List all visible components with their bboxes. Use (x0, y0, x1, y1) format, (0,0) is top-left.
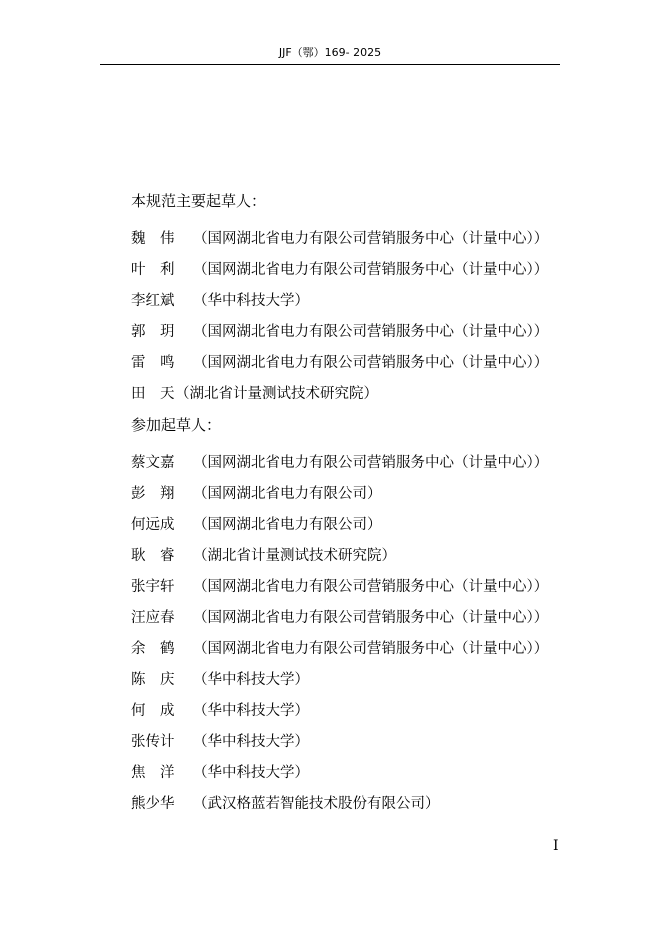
drafter-row (131, 789, 571, 820)
drafter-organization: （华中科技大学） (193, 703, 309, 719)
drafter-organization: （华中科技大学） (193, 672, 309, 688)
drafter-organization: （华中科技大学） (193, 734, 309, 750)
drafter-name: 彭 翔 (131, 486, 175, 502)
running-header: JJF（鄂）169- 2025 (278, 46, 382, 59)
drafter-name: 汪应春 (131, 610, 175, 626)
drafter-name: 李红斌 (131, 293, 175, 309)
drafter-organization: （国网湖北省电力有限公司营销服务中心（计量中心）） (193, 641, 549, 657)
main-drafters-heading: 本规范主要起草人： (131, 192, 267, 210)
drafter-organization: （国网湖北省电力有限公司） (193, 517, 382, 533)
header-rule (100, 64, 560, 65)
drafter-organization: （华中科技大学） (193, 293, 309, 309)
drafter-row (131, 379, 571, 410)
drafter-row (131, 696, 571, 727)
drafter-row (131, 758, 571, 789)
drafter-name: 熊少华 (131, 796, 175, 812)
page-number: I (553, 838, 559, 854)
drafter-row (131, 479, 571, 510)
drafter-organization: （国网湖北省电力有限公司营销服务中心（计量中心）） (193, 355, 549, 371)
drafter-row (131, 286, 571, 317)
drafter-name: 魏 伟 (131, 231, 175, 247)
drafter-name: 郭 玥 (131, 324, 175, 340)
drafter-row (131, 348, 571, 379)
drafters-section (131, 186, 571, 820)
drafter-row (131, 727, 571, 758)
drafter-organization: （国网湖北省电力有限公司营销服务中心（计量中心）） (193, 324, 549, 340)
drafter-organization: （国网湖北省电力有限公司） (193, 486, 382, 502)
participating-drafters-list (131, 448, 571, 820)
drafter-organization: （华中科技大学） (193, 765, 309, 781)
drafter-name: 余 鹤 (131, 641, 175, 657)
drafter-organization: （国网湖北省电力有限公司营销服务中心（计量中心）） (193, 262, 549, 278)
drafter-name: 何 成 (131, 703, 175, 719)
drafter-name: 田 天 (131, 386, 175, 402)
drafter-row (131, 448, 571, 479)
drafter-organization: （国网湖北省电力有限公司营销服务中心（计量中心）） (193, 455, 549, 471)
drafter-row (131, 224, 571, 255)
drafter-organization: （武汉格蓝若智能技术股份有限公司） (193, 796, 440, 812)
drafter-organization: （国网湖北省电力有限公司营销服务中心（计量中心）） (193, 579, 549, 595)
drafter-organization: （湖北省计量测试技术研究院） (175, 386, 378, 402)
drafter-name: 耿 睿 (131, 548, 175, 564)
drafter-name: 张宇轩 (131, 579, 175, 595)
drafter-name: 陈 庆 (131, 672, 175, 688)
drafter-organization: （湖北省计量测试技术研究院） (193, 548, 396, 564)
drafter-row (131, 255, 571, 286)
drafter-name: 雷 鸣 (131, 355, 175, 371)
main-drafters-list (131, 224, 571, 410)
drafter-name: 焦 洋 (131, 765, 175, 781)
drafter-name: 张传计 (131, 734, 175, 750)
drafter-name: 蔡文嘉 (131, 455, 175, 471)
drafter-row (131, 317, 571, 348)
drafter-name: 何远成 (131, 517, 175, 533)
drafter-row (131, 541, 571, 572)
drafter-row (131, 634, 571, 665)
drafter-row (131, 510, 571, 541)
drafter-name: 叶 利 (131, 262, 175, 278)
drafter-row (131, 572, 571, 603)
drafter-organization: （国网湖北省电力有限公司营销服务中心（计量中心）） (193, 610, 549, 626)
drafter-row (131, 603, 571, 634)
participating-drafters-heading: 参加起草人： (131, 416, 222, 434)
drafter-organization: （国网湖北省电力有限公司营销服务中心（计量中心）） (193, 231, 549, 247)
drafter-row (131, 665, 571, 696)
